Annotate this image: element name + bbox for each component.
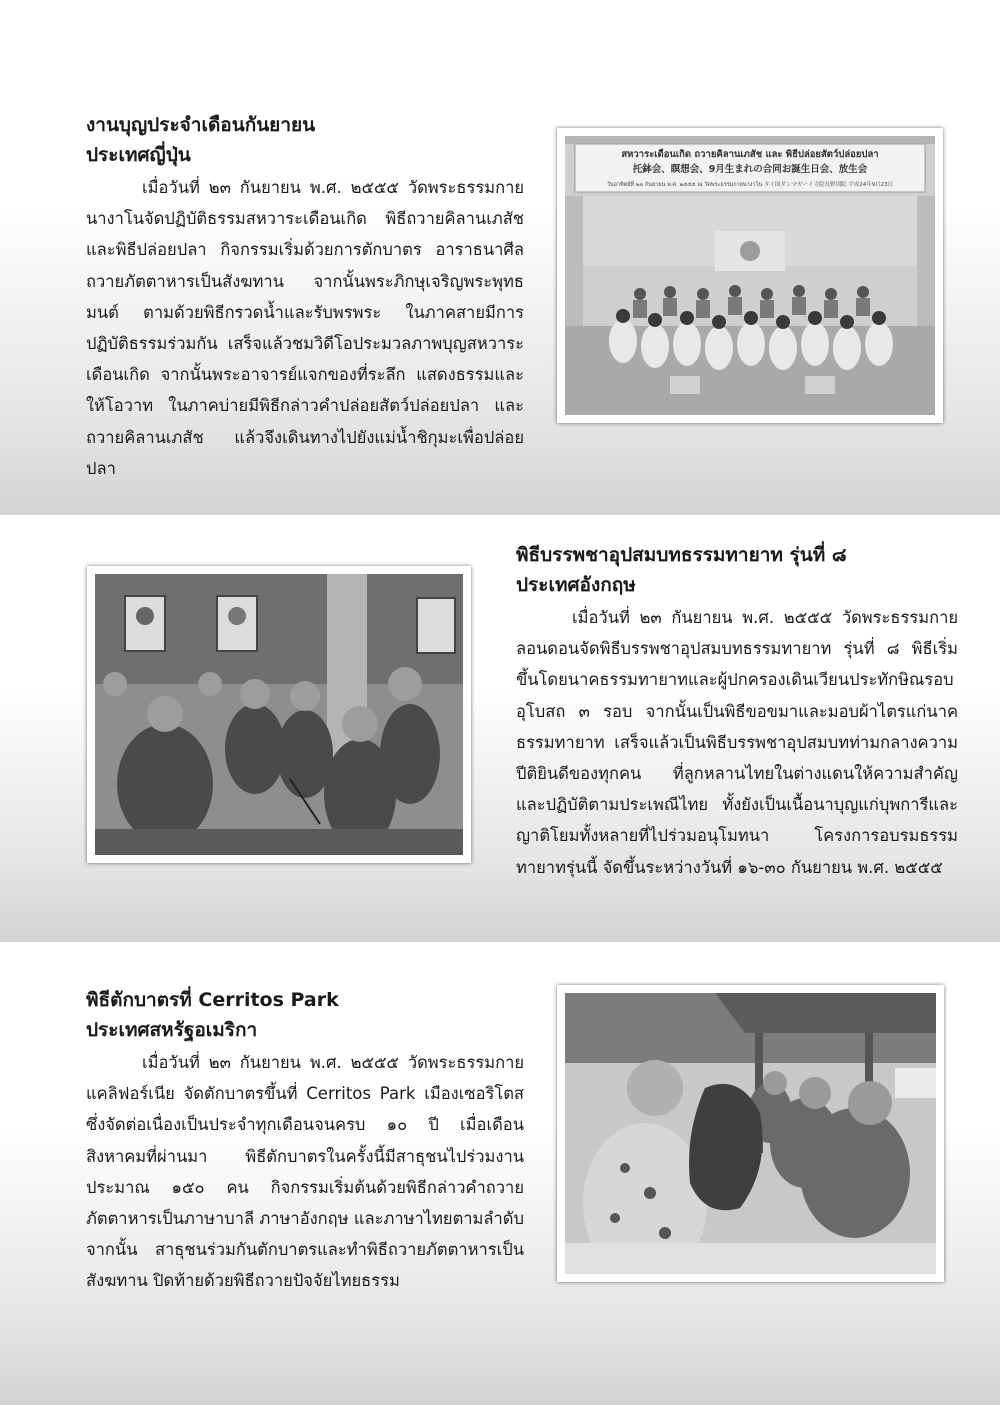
article-body: เมื่อวันที่ ๒๓ กันยายน พ.ศ. ๒๕๕๕ วัดพระธรรมกายนางาโนจัดปฏิบัติธรรมสหวาระเดือนเกิด พิธีถวายคิลานเภสัช และพิธีปล่อยปลา กิจกรรมเริ่มด้วยการตักบาตร อาราธนาศีล ถวายภัตตาหารเป็นสังฆทาน จากนั้นพระภิกษุเจริญพระพุทธมนต์ ตามด้วยพิธีกรวดน้ำและรับพรพระ ในภาคสายมีการปฏิบัติธรรมร่วมกัน เสร็จแล้วชมวิดีโอประมวลภาพบุญสหวาระเดือนเกิด จากนั้นพระอาจารย์แจกของที่ระลึก แสดงธรรมและให้โอวาท ในภาคบ่ายมีพิธีกล่าวคำปล่อยสัตว์ปล่อยปลา และถวายคิลานเภสัช แล้วจึงเดินทางไปยังแม่น้ำชิกุมะเพื่อปล่อยปลา [86,178,524,478]
photo-usa-alms [557,985,944,1282]
banner-line2: 托鉢会、瞑想会、9月生まれの合同お誕生日会、放生会 [632,164,868,175]
article-title-line1: พิธีตักบาตรที่ Cerritos Park [86,989,339,1011]
photo-japan-image [565,136,935,415]
article-title-line1: พิธีบรรพชาอุปสมบทธรรมทายาท รุ่นที่ ๘ [516,544,847,566]
banner-line3: วันอาทิตย์ที่ ๒๓ กันยายน พ.ศ. ๒๕๕๕ ณ วัดพระธรรมกายนางาโน タイ国ダンマガーイ寺院長野別院 平成24年9月23日 [606,182,894,188]
article-title-line2: ประเทศญี่ปุ่น [86,144,191,166]
article-usa [86,985,524,1297]
article-title-line2: ประเทศอังกฤษ [516,574,636,596]
article-title-line2: ประเทศสหรัฐอเมริกา [86,1019,258,1041]
photo-usa-image [565,993,936,1274]
article-title-line1: งานบุญประจำเดือนกันยายน [86,114,316,136]
banner-line1: สหวาระเดือนเกิด ถวายคิลานเภสัช และ พิธีปล่อยสัตว์ปล่อยปลา [621,149,879,160]
article-title [86,985,524,1045]
article-japan [86,110,524,484]
article-body: เมื่อวันที่ ๒๓ กันยายน พ.ศ. ๒๕๕๕ วัดพระธรรมกายลอนดอนจัดพิธีบรรพชาอุปสมบทธรรมทายาท รุ่นที่ ๘ พิธีเริ่มขึ้นโดยนาคธรรมทายาทและผู้ปกครองเดินเวียนประทักษิณรอบอุโบสถ ๓ รอบ จากนั้นเป็นพิธีขอขมาและมอบผ้าไตรแก่นาคธรรมทายาท เสร็จแล้วเป็นพิธีบรรพชาอุปสมบทท่ามกลางความปีติยินดีของทุกคน ที่ลูกหลานไทยในต่างแดนให้ความสำคัญและปฏิบัติตามประเพณีไทย ทั้งยังเป็นเนื้อนาบุญแก่บุพการีและญาติโยมทั้งหลายที่ไปร่วมอนุโมทนา โครงการอบรมธรรมทายาทรุ่นนี้ จัดขึ้นระหว่างวันที่ ๑๖-๓๐ กันยายน พ.ศ. ๒๕๕๕ [516,608,958,877]
article-england [516,540,958,883]
article-title [516,540,958,600]
article-title [86,110,524,170]
article-body: เมื่อวันที่ ๒๓ กันยายน พ.ศ. ๒๕๕๕ วัดพระธรรมกายแคลิฟอร์เนีย จัดตักบาตรขึ้นที่ Cerritos Park เมืองเซอริโตส ซึ่งจัดต่อเนื่องเป็นประจำทุกเดือนจนครบ ๑๐ ปี เมื่อเดือนสิงหาคมที่ผ่านมา พิธีตักบาตรในครั้งนี้มีสาธุชนไปร่วมงานประมาณ ๑๕๐ คน กิจกรรมเริ่มต้นด้วยพิธีกล่าวคำถวายภัตตาหารเป็นภาษาบาลี ภาษาอังกฤษ และภาษาไทยตามลำดับ จากนั้น สาธุชนร่วมกันตักบาตรและทำพิธีถวายภัตตาหารเป็นสังฆทาน ปิดท้ายด้วยพิธีถวายปัจจัยไทยธรรม [86,1053,524,1291]
photo-england-ordination [87,566,471,863]
photo-japan-group [557,128,943,423]
photo-england-image [95,574,463,855]
